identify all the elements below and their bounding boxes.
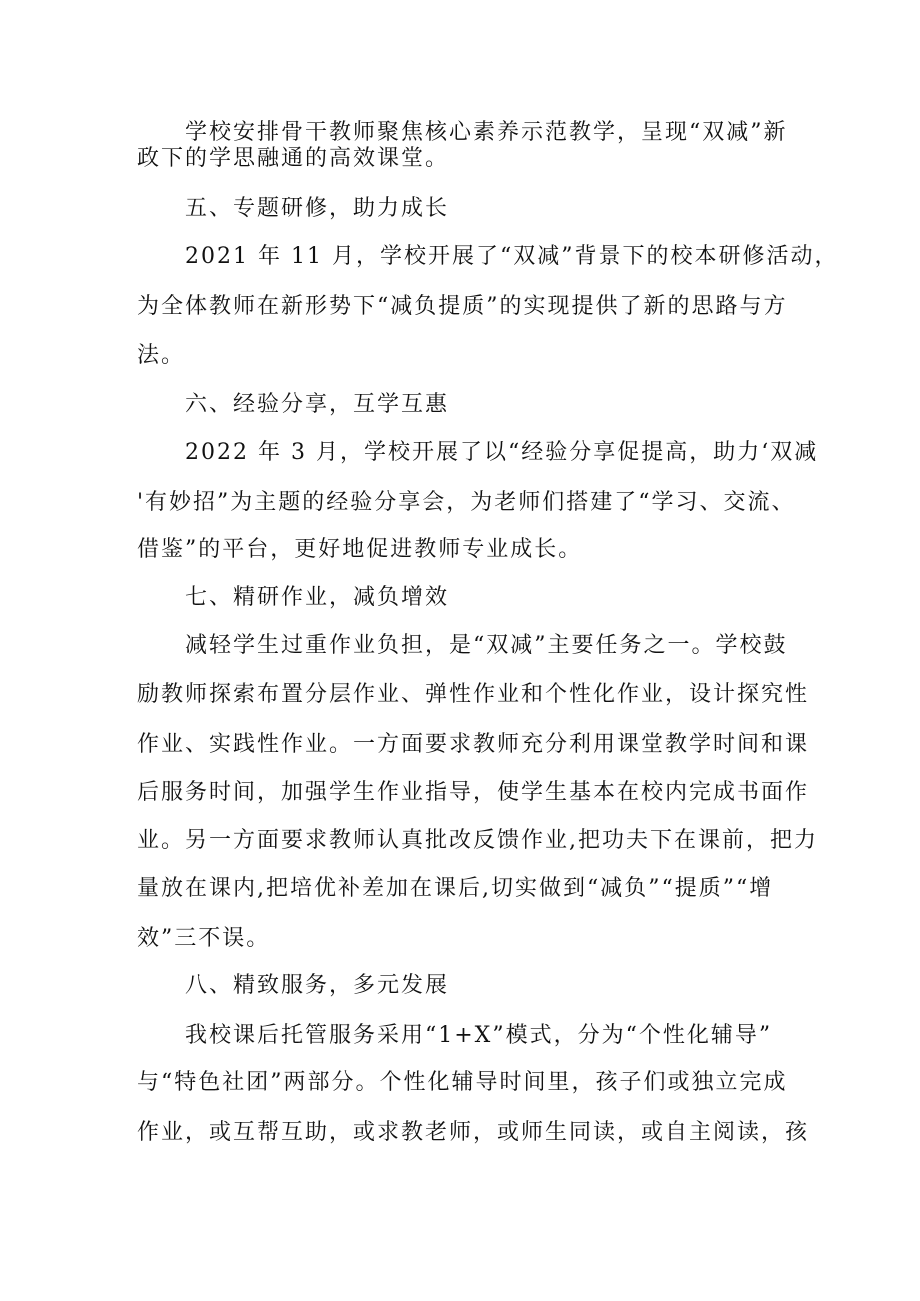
section-heading: 六、经验分享，互学互惠 [137,392,450,417]
text-line: 2022 年 3 月，学校开展了以“经验分享促提高，助力‘双减 [137,440,819,465]
text-line: 后服务时间，加强学生作业指导，使学生基本在校内完成书面作 [137,780,810,805]
text-line: '有妙招”为主题的经验分享会，为老师们搭建了“学习、交流、 [137,490,796,515]
text-line: 2021 年 11 月，学校开展了“双减”背景下的校本研修活动， [137,244,839,269]
section-heading: 七、精研作业，减负增效 [137,585,450,610]
text-line: 学校安排骨干教师聚焦核心素养示范教学，呈现“双减”新 [137,120,788,145]
text-line: 政下的学思融通的高效课堂。 [137,146,450,171]
text-line: 法。 [137,343,186,368]
text-line: 励教师探索布置分层作业、弹性作业和个性化作业，设计探究性 [137,682,810,707]
text-line: 作业、实践性作业。一方面要求教师充分利用课堂教学时间和课 [137,732,810,757]
text-line: 借鉴”的平台，更好地促进教师专业成长。 [137,537,583,562]
text-line: 作业，或互帮互助，或求教老师，或师生同读，或自主阅读，孩 [137,1120,810,1145]
text-line: 效”三不误。 [137,926,271,951]
section-heading: 五、专题研修，助力成长 [137,196,450,221]
section-heading: 八、精致服务，多元发展 [137,973,450,998]
text-line: 与“特色社团”两部分。个性化辅导时间里，孩子们或独立完成 [137,1070,788,1095]
text-line: 为全体教师在新形势下“减负提质”的实现提供了新的思路与方 [137,294,788,319]
text-line: 业。另一方面要求教师认真批改反馈作业,把功夫下在课前，把力 [137,828,818,853]
text-line: 量放在课内,把培优补差加在课后,切实做到“减负”“提质”“增 [137,876,774,901]
text-line: 我校课后托管服务采用“1+X”模式，分为“个性化辅导” [137,1023,773,1048]
text-line: 减轻学生过重作业负担，是“双减”主要任务之一。学校鼓 [137,633,788,658]
